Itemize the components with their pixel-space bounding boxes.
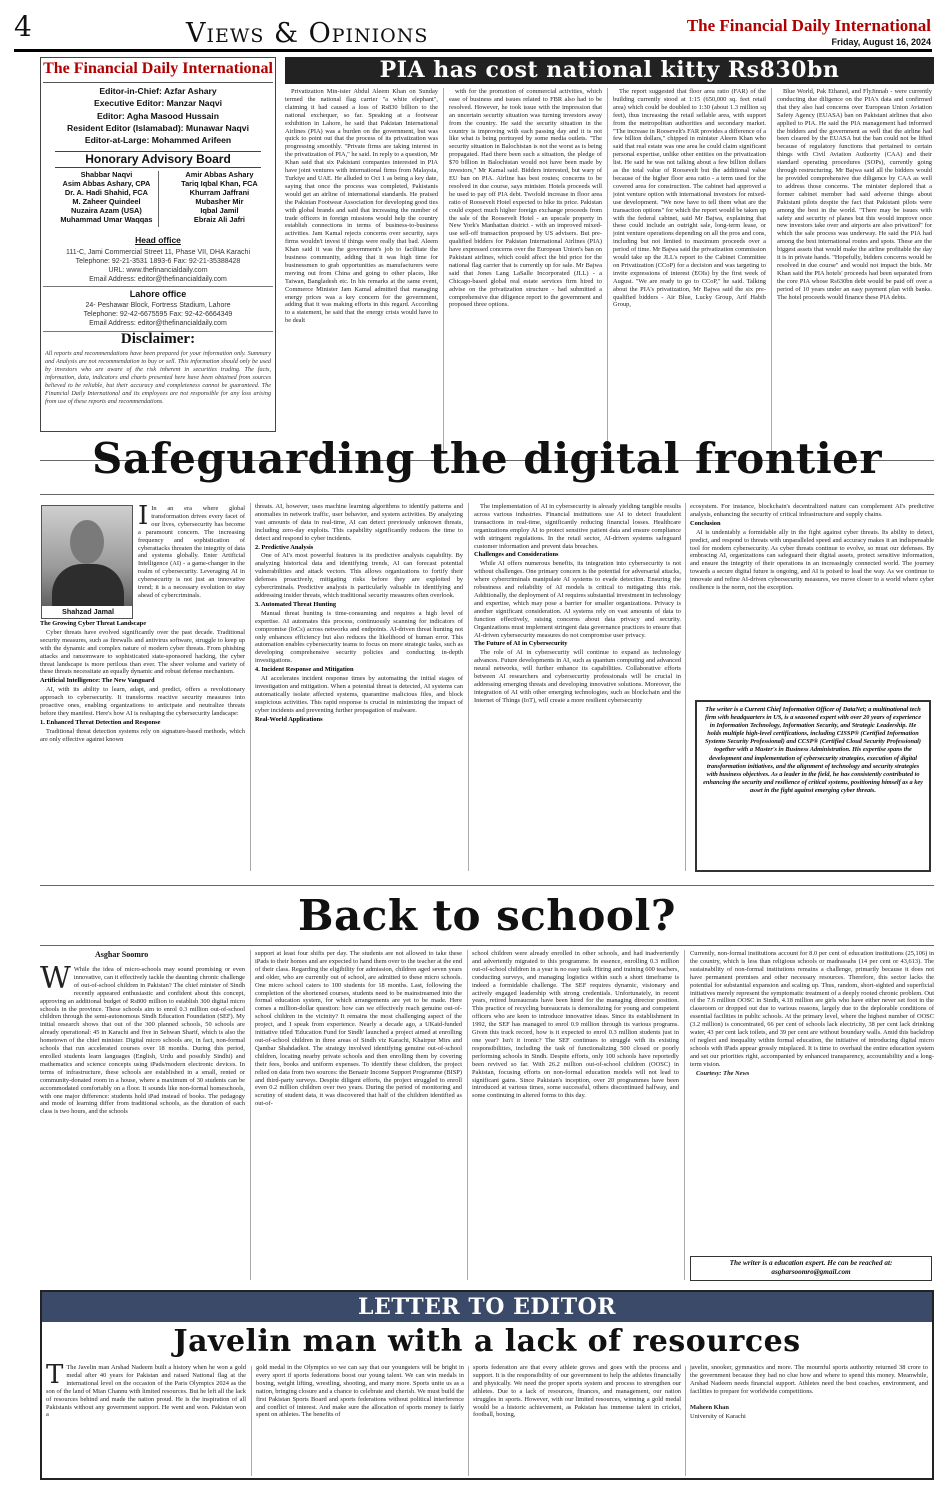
column-rule	[685, 1366, 686, 1476]
letter-signature-org: University of Karachi	[690, 1412, 746, 1420]
school-headline: Back to school?	[298, 891, 676, 940]
board-member: Nuzaira Azam (USA)	[71, 206, 142, 215]
board-member: Ebraiz Ali Jafri	[193, 215, 245, 224]
head-office-address	[41, 248, 275, 284]
school-byline: Asghar Soomro	[95, 950, 149, 959]
lahore-office-line: 24- Peshawar Block, Fortress Stadium, Lahore	[85, 302, 231, 309]
digital-sub: 1. Enhanced Threat Detection and Response	[40, 718, 161, 726]
letter-col-3	[473, 1364, 681, 1478]
lahore-office-line: Telephone: 92-42-6675595 Fax: 92-42-6664349	[83, 311, 233, 318]
pia-col-3	[613, 88, 766, 456]
column-rule	[607, 88, 608, 454]
masthead-brand: The Financial Daily International	[43, 60, 273, 77]
column-rule	[685, 503, 686, 871]
board-member: Amir Abbas Ashary	[185, 170, 254, 179]
digital-sub: 2. Predictive Analysis	[255, 543, 314, 551]
dropcap: T	[46, 1364, 64, 1390]
board-column-divider	[158, 171, 159, 227]
header-brand: The Financial Daily International	[686, 16, 931, 35]
board-member: Asim Abbas Ashary, CPA	[62, 179, 151, 188]
digital-bio: The writer is a Current Chief Information Officer of DataNet; a multinational tech firm with headquarters in US, is a seasoned expert with over 20 years of experience in Information Technology, Information Security, and Strategic Leadership. He holds multiple high-level certifications, including CISSP® (Certified Information Systems Security Professional) and CCSP® (Certified Cloud Security Professional) together with a Master's in Business Administration. His expertise spans the development and implementation of cybersecurity strategies, execution of digital transformation initiatives, and the alignment of technology and security strategies with business objectives. As a leader in the field, he has consistently contributed to enhancing the security and resilience of critical systems, positioning himself as a key asset in the fight against emerging cyber threats.	[703, 706, 923, 794]
letter-col-1	[46, 1364, 246, 1478]
column-rule	[250, 503, 251, 871]
digital-text: The implementation of AI in cybersecurity is already yielding tangible results across various industries. Financial institutions use AI to detect fraudulent transactions in real-time, significantly reducing financial losses. Healthcare organizations employ AI to protect sensitive patient data and ensure compliance with stringent regulations. In the retail sector, AI-driven systems safeguard customer information and prevent data breaches.	[474, 503, 681, 550]
page-header	[0, 0, 945, 52]
digital-col-4	[690, 503, 934, 693]
board-member: Shabbar Naqvi	[80, 170, 133, 179]
column-rule	[771, 88, 772, 454]
lahore-office-line: Email Address: editor@thefinancialdaily.com	[89, 320, 227, 327]
board-member: Muhammad Umar Waqqas	[60, 215, 153, 224]
disclaimer-text: All reports and recommendations have been prepared for your information only. Summary and Analysis are not recommendation to buy or sell. This information should only be used by investors who are aware of the risk inherent in securities trading. The facts, information, data, indicators and charts presented here have been obtained from sources believed to be reliable, but their accuracy and completeness cannot be guaranteed. The Financial Daily International and its employees are not responsible for any loss arising from use of these reports and recommendations.	[45, 350, 271, 405]
staff-editor-at-large: Editor-at-Large: Mohammed Arifeen	[84, 135, 232, 146]
digital-sub: The Future of AI in Cybersecurity	[474, 640, 568, 648]
digital-sub: Challenges and Considerations	[474, 551, 559, 559]
head-office-title: Head office	[135, 235, 181, 245]
digital-text: ecosystem. For instance, blockchain's decentralized nature can complement AI's predictive analysis, enhancing the security of critical infrastructure and supply chains.	[690, 503, 934, 518]
school-col-4	[690, 950, 934, 1240]
letter-headline: Javelin man with a lack of resources	[173, 1324, 801, 1359]
column-rule	[684, 950, 685, 1280]
pia-headline-bar	[285, 57, 934, 84]
school-text: school children were already enrolled in other schools, and had inadvertently and advertently migrated to this programme. In essence, enrolling 0.3 million out-of-school children in a year is no easy task. Hiring and training 600 teachers, conducting surveys, and managing logistics within such a short timeframe is indeed a formidable challenge. The SEF requires dynamic, visionary and actively engaged leadership with strong credentials. Unfortunately, in recent years, retired bureaucrats have been hired for the managing director position. This practice of recycling bureaucrats is demoralizing for young and competent officers who are keen to introduce innovative ideas. Since its establishment in 1992, the SEF has managed to enrol 0.9 million through its various programs. Given this track record, how is it expected to enrol 0.3 million students just in one year? Isn't it ironic? The SEF continues to struggle with its existing responsibilities, including the task of functionalizing 500 closed or poorly performing schools in Sindh. Despite efforts, only 100 schools have reportedly been revived so far. With 26.2 million out-of-school children (OOSC) in Pakistan, focusing efforts on non-formal education models will not lead to significant gains. Since Pakistan's inception, over 20 programmes have been introduced at various times, some successful, others discontinued halfway, and some continuing in altered forms to this day.	[472, 950, 679, 1100]
section-rule	[40, 885, 934, 886]
letter-col-2	[256, 1364, 464, 1478]
column-rule	[467, 950, 468, 1280]
board-member: Mubasher Mir	[195, 197, 244, 206]
digital-bio-box	[695, 700, 931, 872]
board-member: Tariq Iqbal Khan, FCA	[181, 179, 258, 188]
digital-text: Cyber threats have evolved significantly over the past decade. Traditional security measures, such as firewalls and antivirus software, struggle to keep up with the dynamic and complex nature of modern cyber threats. From phishing attacks and ransomware to sophisticated state-sponsored hacking, the cyber threat landscape is more perilous than ever. The sheer volume and variety of these threats necessitate an equally dynamic and robust defense mechanism.	[40, 628, 245, 676]
digital-text: While AI offers numerous benefits, its integration into cybersecurity is not without challenges. One primary concern is the potential for adversarial attacks, where cybercriminals manipulate AI systems to evade detection. Ensuring the robustness and reliability of AI models is critical to mitigating this risk. Additionally, the deployment of AI requires substantial investment in technology and expertise, which may pose a barrier for smaller organizations. Privacy is another significant consideration. AI systems rely on vast amounts of data to function effectively, raising concerns about data privacy and security. Organizations must implement stringent data governance practices to ensure that AI-driven cybersecurity measures do not compromise user privacy.	[474, 560, 681, 639]
pia-col-4	[777, 88, 932, 456]
head-office-line: URL: www.thefinancialdaily.com	[108, 267, 208, 274]
digital-text: threats. AI, however, uses machine learning algorithms to identify patterns and anomalies in network traffic, user behavior, and system activities. By analyzing vast amounts of data in real-time, AI can detect previously unknown threats, including zero-day exploits. This capability significantly reduces the time to detect and respond to cyber incidents.	[255, 503, 463, 542]
page-number: 4	[14, 10, 32, 43]
letter-banner-text: LETTER TO EDITOR	[357, 1294, 617, 1320]
office-divider	[43, 286, 273, 287]
digital-sub: 4. Incident Response and Mitigation	[255, 666, 354, 674]
digital-text: AI is undeniably a formidable ally in the fight against cyber threats. Its ability to detect, predict, and respond to threats with unparalleled speed and accuracy makes it an indispensable tool for modern cybersecurity. As cyber threats continue to evolve, so must our defenses. By embracing AI, organizations can safeguard their digital assets, protect sensitive information, and ensure the integrity of their operations in an increasingly connected world. The journey towards a secure digital future is ongoing, and AI is poised to lead the way. As we continue to innovate and refine AI-driven cybersecurity measures, we move closer to a world where cyber resilience is the norm, not the exception.	[690, 528, 934, 592]
board-member: Khurram Jaffrani	[189, 188, 250, 197]
digital-sub: Real-World Applications	[255, 715, 323, 723]
pia-text: The report suggested that floor area ratio (FAR) of the building currently stood at 1:15 (650,000 sq. feet retail area) which could be doubled to 1:30 (about 1.3 million sq feet), thus increasing the retail sellable area, with support from the metropolitan authorities and secondary market. "The increase in Roosevelt's FAR provides a difference of a few billion dollars," chipped in minister Aleem Khan who said that real estate was one area he could claim significant personal expertise, unlike other entities on the privatization list. He said he was not talking about a few billion dollars as the total value of Roosevelt but the additional value because of the higher floor area ratio - a term used for the covered area for construction. The cabinet had approved a joint venture option with international investors for mixed-use development. "We now have to tell them what are the transaction options" for which the report would be taken up with the federal cabinet, said Mr Bajwa, explaining that these could include an outright sale, long-term lease, or joint venture operations depending on all the pros and cons, including but not limited to maximum proceeds over a period of time. Mr Bajwa said the privatization commission would take up the JLL's report to the Cabinet Committee on Privatization (CCoP) for a decision and was targeting to invite expressions of interest (EOIs) by the first week of August. "We are ready to go to CCoP," he said. Talking about the PIA's privatization, Mr Bajwa said the six pre-qualified bidders - Air Blue, Lucky Group, Arif Habib Group,	[613, 88, 766, 309]
author-photo	[41, 505, 133, 619]
photo-caption: Shahzad Jamal	[42, 606, 133, 618]
letter-col-4	[690, 1364, 928, 1478]
pia-headline: PIA has cost national kitty Rs830bn	[379, 57, 840, 83]
dropcap: I	[138, 505, 149, 531]
masthead-divider	[43, 82, 273, 83]
letter-box	[40, 1290, 934, 1480]
board-member: Dr. A. Hadi Shahid, FCA	[64, 188, 148, 197]
column-rule	[251, 1366, 252, 1476]
header-rule	[14, 49, 932, 52]
pia-col-1	[285, 88, 438, 456]
school-col-1	[40, 966, 245, 1282]
section-rule	[40, 494, 934, 495]
pia-text: Blue World, Pak Ethanol, and FlyJinnah - were currently conducting due diligence on the PIA's data and confirmed that they also had concerns over European Union Aviation Safety Agency (EUASA) ban on Pakistani airlines that also applied to PIA. He said the PIA management had informed the bidders and the government as well that the airline had been cleared by the EUASA but the ban could not be lifted because of regulatory functions that pertained to certain things with Civil Aviation Authority (CAA) and their standard operating procedures (SOPs), currently going through restructuring. Mr Bajwa said all the bidders would be provided comprehensive due diligence by CAA as well to address those concerns. The minister deplored that a former cabinet member had said adverse things about Pakistani pilots despite the fact that Pakistani pilots were among the best in the world. "There may be issues with safety and security of planes but this would improve once new investors take over and airports are also privatized" for which the sale process was underway. He said the PIA had among the best international routes and spots. These are the biggest assets that would make the airline profitable the day it is in private hands. "Hopefully, bidders concerns would be resolved in due course" and would not impact the bids. Mr Khan said the PIA hotels' proceeds had been separated from the core PIA whose Rs630bn debt would be paid off over a period of 10 years under an easy payment plan with banks. The hotel proceeds would finance these PIA debts.	[777, 88, 932, 301]
board-member: M. Zaheer Quindeel	[72, 197, 141, 206]
masthead-box	[40, 57, 276, 432]
digital-sub: The Growing Cyber Threat Landscape	[40, 620, 147, 627]
letter-text: sports federation are that every athlete grows and goes with the process and support. It is the responsibility of our government to help the athletes financially and physically. We need the proper sports system and process to strengthen our athletes. Due to a lack of resources, finances, and management, our nation struggles in sports. However, with our limited resources, winning a gold medal would be a historic achievement, as Pakistan has immense talent in cricket, football, boxing,	[473, 1364, 681, 1419]
column-rule	[250, 950, 251, 1280]
letter-banner	[42, 1292, 932, 1322]
digital-col-2	[255, 503, 463, 871]
letter-text: gold medal in the Olympics so we can say that our youngsters will be bright in every sport if sports federations boost our young talent. We can win medals in boxing, weight lifting, wrestling, shooting, and many more. Sports unite us as a nation, bringing closure and a chance to celebrate and cherish. We must build the first Pakistan Sports Board and sports federations without political interference and conflict of interest. And make sure the allocation of sports money is fairly spent on athletes. The benefits of	[256, 1364, 464, 1419]
staff-editor-in-chief: Editor-in-Chief: Azfar Ashary	[99, 86, 217, 96]
digital-text: Manual threat hunting is time-consuming and requires a high level of expertise. AI automates this process, continuously scanning for indicators of compromise (IoCs) across networks and endpoints. AI-driven threat hunting not only enhances efficiency but also reduces the likelihood of human error. This automation enables cybersecurity teams to focus on more strategic tasks, such as developing comprehensive security policies and conducting in-depth investigations.	[255, 609, 463, 665]
school-col-2	[255, 950, 462, 1282]
masthead-staff	[41, 85, 275, 146]
column-rule	[443, 88, 444, 454]
section-title: Views & Opinions	[186, 18, 429, 49]
board-member: Iqbal Jamil	[200, 206, 239, 215]
digital-col-1	[40, 620, 245, 872]
advisory-board-title: Honorary Advisory Board	[55, 151, 261, 168]
digital-sub: 3. Automated Threat Hunting	[255, 600, 337, 608]
digital-intro: In an era where global transformation drives every facet of our lives, cybersecurity has become a paramount concern. The increasing frequency and sophistication of cyberattacks threaten the integrity of data and systems globally. Enter Artificial Intelligence (AI) - a game-changer in the realm of cybersecurity. Leveraging AI in cybersecurity is not just an innovative trend; it is a necessary evolution to stay ahead of cybercriminals.	[138, 505, 245, 599]
photo-face	[70, 520, 104, 564]
head-office-line: Email Address: editor@thefinancialdaily.com	[89, 276, 227, 283]
digital-sub: Conclusion	[690, 519, 721, 527]
digital-col-1-side	[138, 505, 245, 619]
school-bio-box	[690, 1256, 932, 1281]
school-text: While the idea of micro-schools may sound promising or even innovative, can it effectively tackle the daunting chronic challenge of out-of-school children in Pakistan? The chief minister of Sindh recently appeared enthusiastic and confident about this concept, approving an additional budget of Rs800 million to establish 300 digital micro schools in the province. These schools aim to enrol 0.3 million out-of-school children through the semi-autonomous Sindh Education Foundation (SEF). My initial research shows that out of the 300 planned schools, 50 schools are already operational: 45 in Karachi and five in Sehwan Sharif, which is also the hometown of the chief minister. Digital micro schools are, in fact, non-formal schools that run accelerated courses over 18 months. During this period, enrolled students learn languages (English, Urdu and possibly Sindhi) and mathematics and science concepts using iPads/modern electronic devices. In terms of infrastructure, these schools are established in a small, rented or community-donated room in a house, where a maximum of 30 students can be accommodated comfortably on a floor. It sounds like non-formal homeschools, with one major difference: students hold iPad instead of books. The pedagogy and mode of learning differ from traditional schools, as the duration of each class is two hours, and the schools	[40, 966, 245, 1116]
digital-text: AI, with its ability to learn, adapt, and predict, offers a revolutionary approach to cybersecurity. It transforms reactive security measures into proactive ones, enabling organizations to anticipate and neutralize threats before they manifest. Here's how AI is reshaping the cybersecurity landscape:	[40, 686, 245, 717]
staff-executive-editor: Executive Editor: Manzar Naqvi	[94, 98, 222, 109]
pia-col-2	[449, 88, 602, 456]
head-office-line: 111-C, Jami Commercial Street 11, Phase VII, DHA Karachi	[65, 249, 250, 256]
school-text: support at least four shifts per day. The students are not allowed to take these iPads to their homes and are expected to hand them over to the teacher at the end of their class. Regarding the eligibility for admission, children aged seven years and older, who are currently out of school, are admitted to these micro schools. One micro school caters to 100 students for 18 months. Last, following the completion of the shortened courses, students need to be mainstreamed into the formal education system, for which arrangements are yet to be made. Here comes a million-dollar question: how can we effectively reach genuine out-of-school children in the vicinity? It remains the most challenging aspect of the project, and I speak from experience. Nearly a decade ago, a UKaid-funded initiative titled 'Education Fund for Sindh' launched a project aimed at enrolling out-of-school children in three areas of Sindh viz Karachi, Khairpur Mirs and Qambar Shahdadkot. The strategy involved identifying genuine out-of-school children, locating nearby private schools and then enrolling them by covering their fees, books and uniform expenses. To identify these children, the project relied on data from two sources: the Benazir Income Support Programme (BISP) and third-party surveys. Despite diligent efforts, the project struggled to enroll even 0.2 million children over two years. During the period of monitoring and scrutiny of student data, it was discovered that half of the children identified as out-of-	[255, 950, 462, 1108]
letter-text: The Javelin man Arshad Nadeem built a history when he won a gold medal after 40 years for Pakistan and raised National flag at the international level on the occasion of the Paris Olympics 2024 as the son of the land of Mian Channu with limited resources. But he left all the lack of resources behind and made the nation proud. He is the inspiration of all Pakistanis without any government support. He went and won. Pakistan won a	[46, 1364, 246, 1419]
digital-headline: Safeguarding the digital frontier	[92, 434, 882, 483]
disclaimer-title: Disclaimer:	[120, 331, 196, 347]
letter-signature-name: Maheen Khan	[690, 1403, 729, 1411]
head-office-line: Telephone: 92-21-3531 1893-6 Fax: 92-21-35388428	[75, 258, 241, 265]
dropcap: W	[40, 966, 71, 996]
staff-editor: Editor: Agha Masood Hussain	[97, 110, 219, 121]
pia-text: Privatization Min-ister Abdul Aleem Khan on Sunday termed the national flag carrier "a white elephant", claiming it had caused a loss of Rs830 billion to the national exchequer, so far. Speaking at a footwear exhibition in Lahore, he said that Pakistan International Airlines (PIA) was a burden on the government, but was quick to point out that the process of its privatization was progressing smoothly. "Private firms are taking interest in the privatization of PIA," he said. In reply to a question, Mr Khan said that six Pakistani companies interested in PIA have joint ventures with international firms from Malaysia, Turkiye and UAE. He alluded to Oct 1 as being a key date, saying that once the process was completed, Pakistanis would get an airline of international standards. He praised the Pakistan Footwear Association for developing good ties with global brands and said that increasing the number of trade officers in foreign missions would help the country establish connections in terms of business-to-business activities. Jam Kamal rejects concerns over security, says firms wouldn't invest if things were really that bad. Aleem Khan said it was the government's job to facilitate the business community, adding that it was high time for businessmen to grab opportunities as manufacturers were moving out from China and going to other places, like Taiwan, Bangladesh etc. In his remarks at the same event, Commerce Minister Jam Kamal admitted that managing energy prices was a key concern for the government, adding that it was making efforts in this regard. According to a statement, he said that the energy crisis would have to be dealt	[285, 88, 438, 325]
digital-sub: Artificial Intelligence: The New Vanguard	[40, 677, 155, 685]
digital-col-3	[474, 503, 681, 871]
lahore-office-title: Lahore office	[129, 289, 187, 299]
digital-text: Traditional threat detection systems rely on signature-based methods, which are only effective against known	[40, 727, 245, 743]
digital-text: The role of AI in cybersecurity will continue to expand as technology advances. Future developments in AI, such as quantum computing and advanced neural networks, will further enhance its capabilities. Collaborative efforts between AI researchers and cybersecurity professionals will be crucial in addressing emerging threats and developing innovative solutions. Moreover, the integration of AI with other emerging technologies, such as blockchain and the Internet of Things (IoT), will create a more resilient cybersecurity	[474, 649, 681, 704]
column-rule	[468, 503, 469, 871]
pia-text: with for the promotion of commercial activities, which ease of business and issues related to FBR also had to be resolved. However, he took issue with the impression that an uncertain security situation was turning investors away from the country. He said the security situation in the country is improving with each passing day and it is not like what is being portrayed by some media outlets. "The security situation in Balochistan is not the worst as is being propagated. Had there been such a situation, the pledge of $70 billion in Balochistan would not have been made by investors," Mr Kamal said. Bidders interested, but wary of EU ban on PIA. Airline has best routes; concerns to be resolved in due course, says minister. Hotels proceeds will be used to pay off PIA debt. Twofold increase in floor area ratio of Roosevelt Hotel expected to hike its price. Pakistan could expect much higher foreign exchange proceeds from the sale of the Roosevelt Hotel - an upscale property in New York's Manhattan district - with an improved mixed-use sell-off transaction proposed by US advisers. But pre-qualified bidders for Pakistan International Airlines (PIA) have expressed concerns over the European Union's ban on Pakistani airlines, which could affect the bid price for the national flag carrier that is currently up for sale. Mr Bajwa said that Jones Lang LaSalle Incorporated (JLL) - a Chicago-based global real estate services firm hired to advise on the privatization structure - had submitted a comprehensive due diligence report to the government and proposed three options.	[449, 88, 602, 309]
school-bio: The writer is a education expert. He can be reached at: asgharsoomro@gmail.com	[729, 1259, 893, 1276]
digital-text: AI accelerates incident response times by automating the initial stages of investigation and mitigation. When a potential threat is detected, AI systems can automatically isolate affected systems, quarantine malicious files, and block suspicious activities. This rapid response is crucial in minimizing the impact of cyber incidents and preventing further propagation of malware.	[255, 675, 463, 714]
digital-text: One of AI's most powerful features is its predictive analysis capability. By analyzing historical data and identifying trends, AI can forecast potential vulnerabilities and attack vectors. This allows organizations to fortify their defenses proactively, mitigating risks before they are exploited by cybercriminals. Predictive analysis is particularly valuable in identifying and addressing insider threats, which traditional security measures often overlook.	[255, 552, 463, 599]
school-col-3	[472, 950, 679, 1282]
school-courtesy: Courtesy: The News	[696, 1069, 750, 1077]
school-text: Currently, non-formal institutions account for 8.0 per cent of education institutions (25,106) in the country, which is less than religious schools or madrassahs (14 per cent or 43,613). The sustainability of non-formal institutions remains a challenge, primarily because it does not have permanent premises and other necessary resources. Therefore, this sector lacks the potential for substantial expansion and scaling up. Thus, random, short-sighted and superficial initiatives merely represent the symptomatic treatment of a deeply rooted chronic problem. Out of the 7.6 million OOSC in Sindh, 4.18 million are girls who have either never set foot in the classroom or dropped out due to various reasons, largely due to the deplorable conditions of essential facilities in public schools. At the primary level, where the highest number of OOSC (3.2 million) is concentrated, 66 per cent of schools lack electricity, 38 per cent lack drinking water, 43 per cent lack toilets, and 39 per cent are without boundary walls. Amid this backdrop of neglect and inequality within formal education, the initiative of introducing digital micro schools with iPads appear grossly misplaced. It is time to overhaul the entire education system and set our priorities right, accompanied by enhanced transparency, accountability and a long-term vision.	[690, 950, 934, 1068]
lahore-office-address	[41, 301, 275, 328]
section-rule	[40, 945, 934, 946]
letter-text: javelin, snooker, gymnastics and more. The mournful sports authority returned 38 crore to the government because they had no clue how and where to spend this money. Meanwhile, Arshad Nadeem needs financial support. Athletes need the best coaches, environment, and facilities to prepare for worldwide competitions.	[690, 1364, 928, 1395]
column-rule	[468, 1366, 469, 1476]
staff-resident-editor: Resident Editor (Islamabad): Munawar Naqvi	[67, 122, 249, 133]
header-date: Friday, August 16, 2024	[831, 37, 931, 47]
